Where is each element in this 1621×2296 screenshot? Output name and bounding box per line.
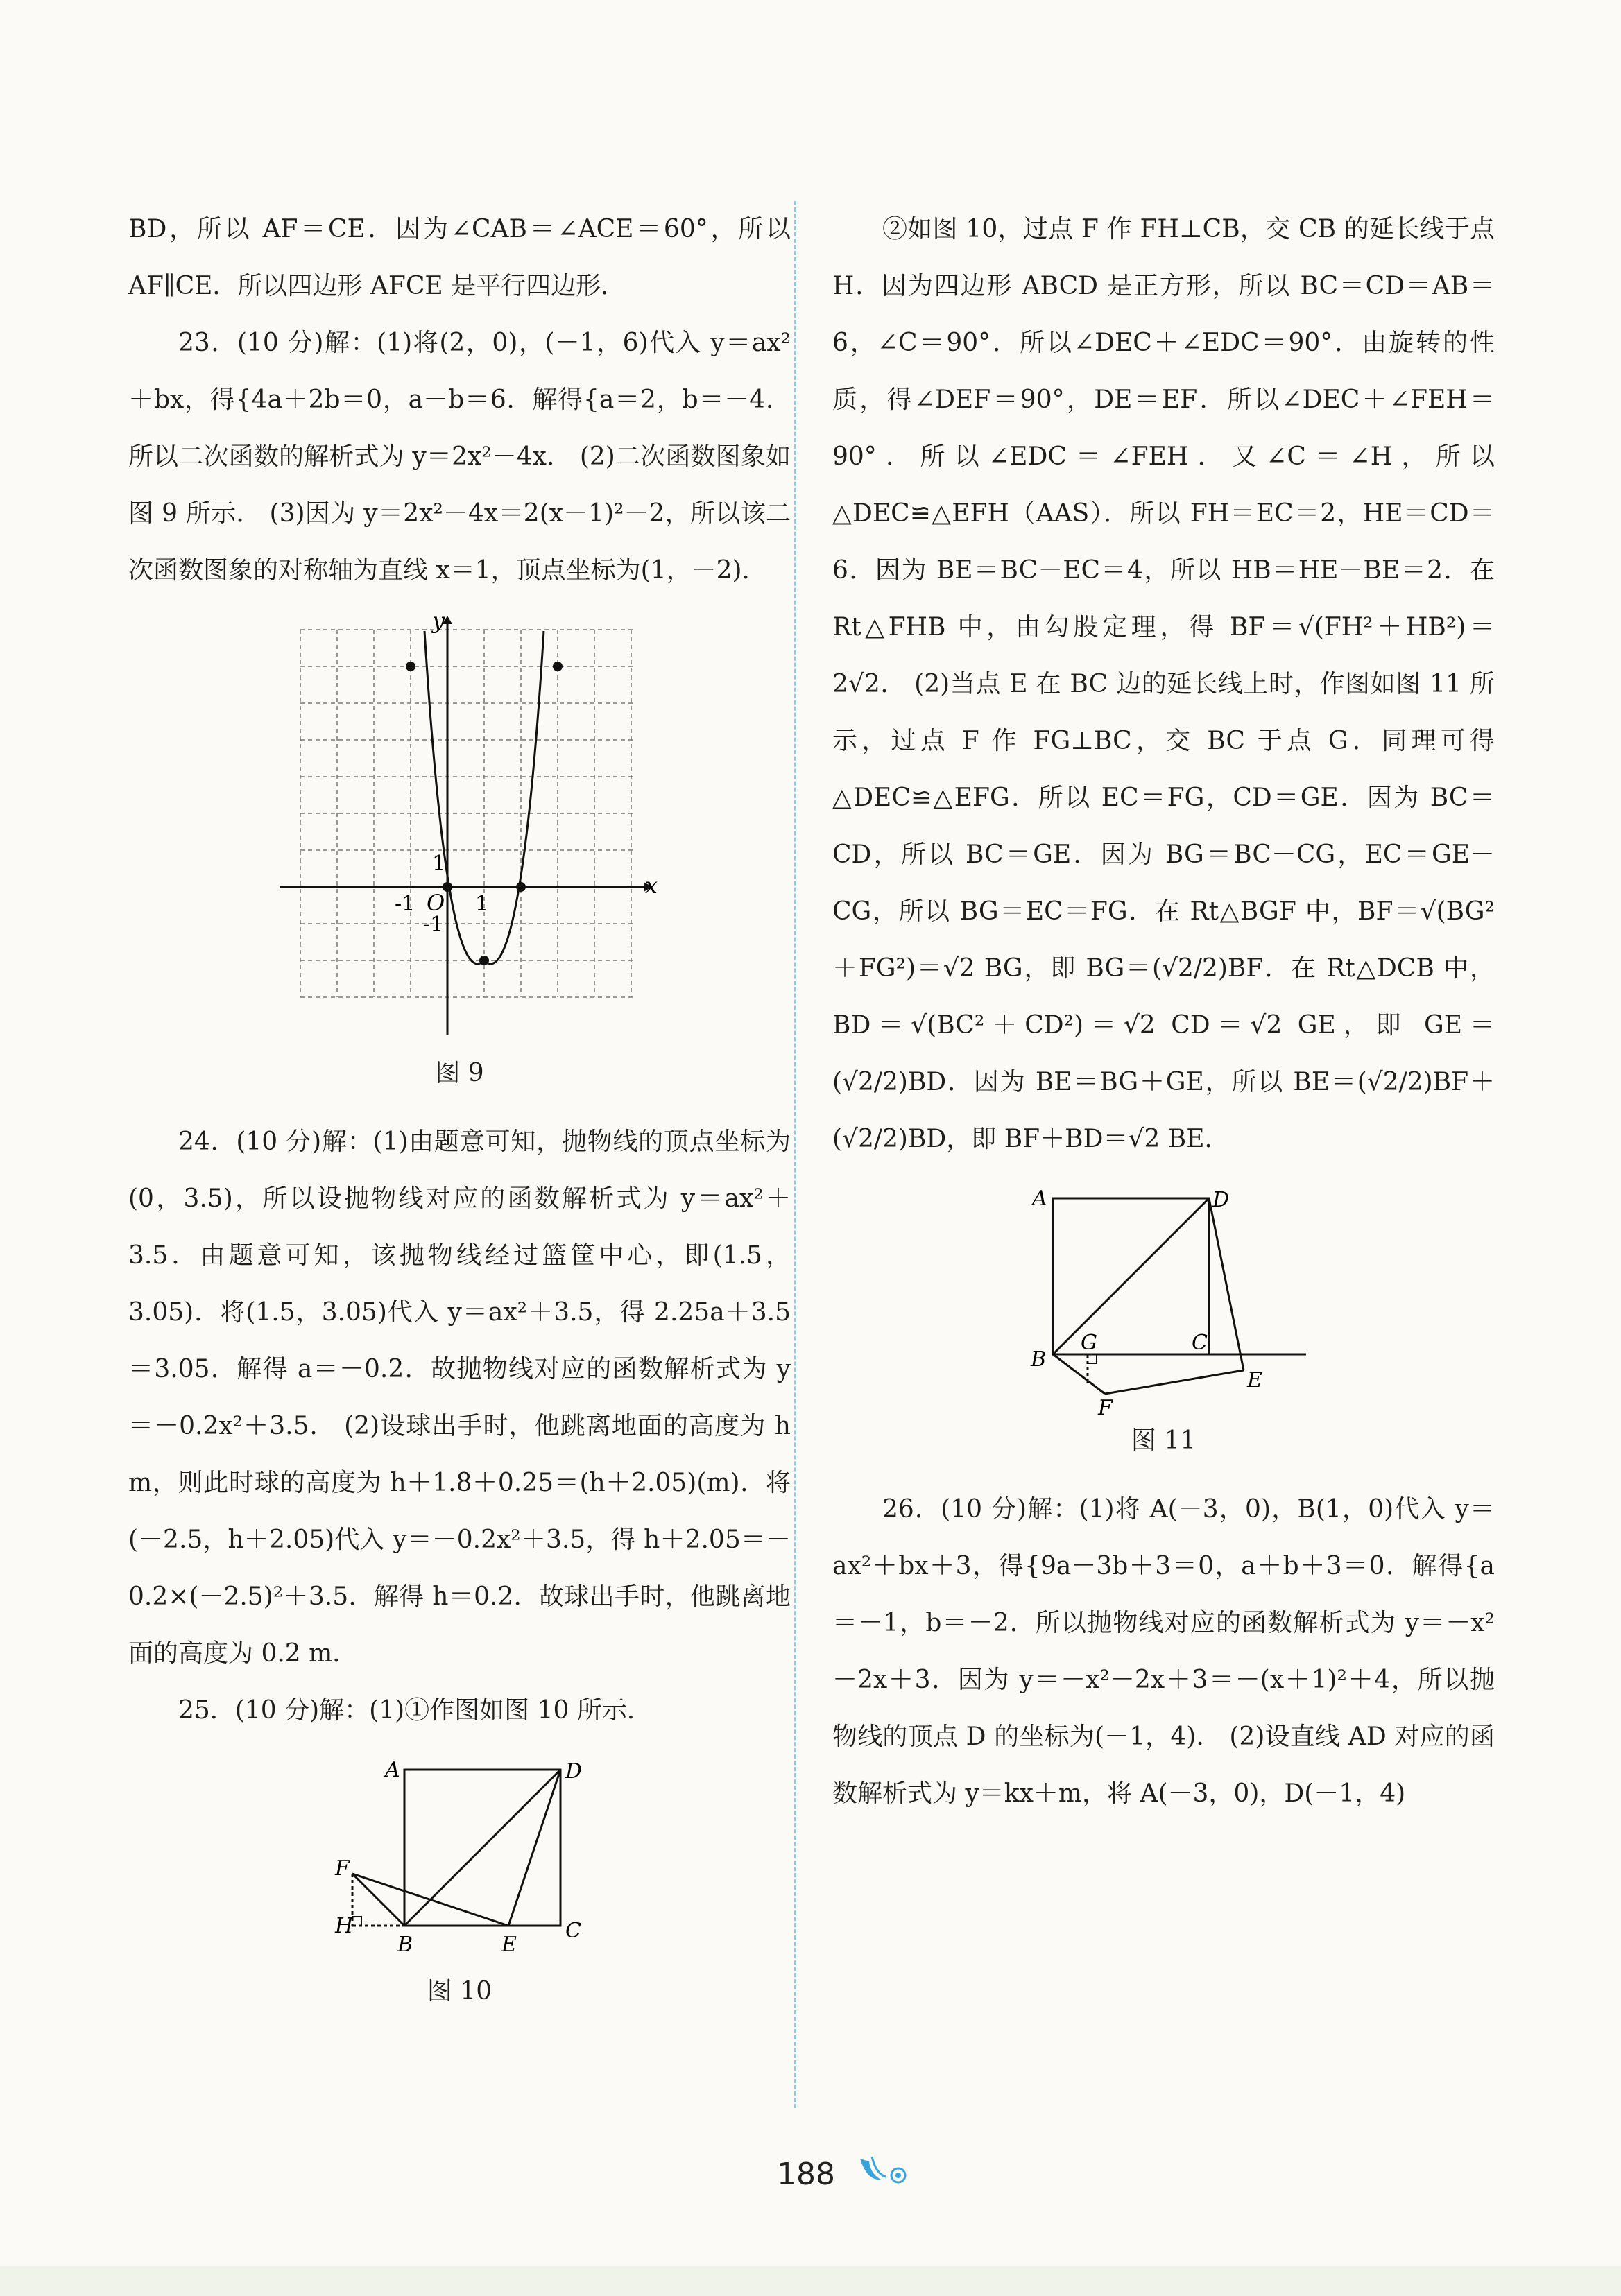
right-column	[832, 201, 1495, 1822]
figure-11	[832, 1184, 1495, 1462]
right-angle-h	[352, 1917, 361, 1926]
label-h: H	[334, 1914, 353, 1938]
segment-de	[1209, 1198, 1244, 1370]
label-c: C	[565, 1919, 581, 1943]
label-e: E	[1246, 1368, 1262, 1392]
x-axis-label: x	[644, 872, 658, 899]
label-g: G	[1080, 1331, 1097, 1355]
label-b: B	[1030, 1347, 1046, 1372]
segment-fe	[352, 1874, 508, 1926]
problem-23-solution: 23．(10 分)解：(1)将(2，0)，(－1，6)代入 y＝ax²＋bx，得{4a＋2b＝0，a－b＝6．解得{a＝2，b＝－4．所以二次函数的解析式为 y＝2x²－4x． (2)二次函数图象如图 9 所示． (3)因为 y＝2x²－4x＝2(x－1)²－2，所以该二次函数图象的对称轴为直线 x＝1，顶点坐标为(1，－2)．	[128, 329, 791, 585]
left-column	[128, 201, 791, 2032]
problem-26-solution: 26．(10 分)解：(1)将 A(－3，0)，B(1，0)代入 y＝ax²＋bx＋3，得{9a－3b＋3＝0，a＋b＋3＝0．解得{a＝－1，b＝－2．所以抛物线对应的函数解析式为 y＝－x²－2x＋3．因为 y＝－x²－2x＋3＝－(x＋1)²＋4，所以抛物线的顶点 D 的坐标为(－1，4)． (2)设直线 AD 对应的函数解析式为 y＝kx＋m，将 A(－3，0)，D(－1，4)	[832, 1495, 1495, 1808]
bottom-band	[0, 2266, 1621, 2296]
point-2-0	[516, 882, 526, 892]
figure-11-caption: 图 11	[1131, 1426, 1197, 1455]
vertex-point	[479, 956, 489, 965]
label-b: B	[397, 1933, 413, 1957]
figure-9	[128, 607, 791, 1094]
figure-10	[128, 1756, 791, 2012]
figure-9-caption: 图 9	[435, 1059, 484, 1087]
problem-25-intro: 25．(10 分)解：(1)①作图如图 10 所示．	[178, 1696, 652, 1725]
grid	[300, 630, 633, 997]
y-tick-neg1: -1	[422, 913, 443, 937]
segment-fe	[1105, 1370, 1244, 1394]
left-paragraph-1: BD，所以 AF＝CE．因为∠CAB＝∠ACE＝60°，所以 AF∥CE．所以四边形 AFCE 是平行四边形．	[128, 215, 791, 300]
label-c: C	[1191, 1331, 1208, 1355]
diagonal-bd	[404, 1770, 560, 1926]
x-tick-1: 1	[474, 892, 488, 916]
segment-de	[508, 1770, 560, 1926]
square-diagram-10	[335, 1756, 585, 1964]
point-3-6	[553, 662, 563, 671]
label-d: D	[1212, 1188, 1229, 1212]
column-divider	[794, 201, 796, 2108]
problem-25-continued: ②如图 10，过点 F 作 FH⊥CB，交 CB 的延长线于点 H．因为四边形 ABCD 是正方形，所以 BC＝CD＝AB＝6，∠C＝90°．所以∠DEC＋∠EDC＝90°．由旋转的性质，得∠DEF＝90°，DE＝EF．所以∠DEC＋∠FEH＝90°．所以∠EDC＝∠FEH．又∠C＝∠H，所以△DEC≌△EFH（AAS）．所以 FH＝EC＝2，HE＝CD＝6．因为 BE＝BC－EC＝4，所以 HB＝HE－BE＝2．在Rt△FHB 中，由勾股定理，得 BF＝√(FH²＋HB²)＝2√2． (2)当点 E 在 BC 边的延长线上时，作图如图 11 所示，过点 F 作 FG⊥BC，交 BC 于点 G．同理可得△DEC≌△EFG．所以 EC＝FG，CD＝GE．因为 BC＝CD，所以 BC＝GE．因为 BG＝BC－CG，EC＝GE－CG，所以 BG＝EC＝FG．在 Rt△BGF 中，BF＝√(BG²＋FG²)＝√2 BG，即 BG＝(√2/2)BF．在 Rt△DCB 中，BD＝√(BC²＋CD²)＝√2 CD＝√2 GE，即 GE＝(√2/2)BD．因为 BE＝BG＋GE，所以 BE＝(√2/2)BF＋(√2/2)BD，即 BF＋BD＝√2 BE．	[832, 215, 1495, 1153]
x-tick-neg1: -1	[394, 892, 415, 916]
origin-label: O	[426, 890, 445, 916]
y-tick-1: 1	[431, 852, 445, 876]
figure-10-caption: 图 10	[427, 1977, 492, 2005]
diagonal-bd	[1053, 1198, 1209, 1354]
label-d: D	[565, 1759, 582, 1784]
y-axis-label: y	[431, 607, 445, 634]
label-e: E	[501, 1933, 517, 1957]
right-angle-g	[1088, 1354, 1097, 1363]
label-f: F	[1097, 1396, 1113, 1420]
label-f: F	[334, 1856, 350, 1881]
square-diagram-11	[1018, 1184, 1310, 1420]
decorative-swirl-icon	[857, 2153, 912, 2188]
label-a: A	[384, 1758, 400, 1782]
page-number: 188	[777, 2157, 835, 2192]
problem-24-solution: 24．(10 分)解：(1)由题意可知，抛物线的顶点坐标为(0，3.5)，所以设抛物线对应的函数解析式为 y＝ax²＋3.5．由题意可知，该抛物线经过篮筐中心，即(1.5，3.05)．将(1.5，3.05)代入 y＝ax²＋3.5，得 2.25a＋3.5＝3.05．解得 a＝－0.2．故抛物线对应的函数解析式为 y＝－0.2x²＋3.5． (2)设球出手时，他跳离地面的高度为 h m，则此时球的高度为 h＋1.8＋0.25＝(h＋2.05)(m)．将(－2.5，h＋2.05)代入 y＝－0.2x²＋3.5，得 h＋2.05＝－0.2×(－2.5)²＋3.5．解得 h＝0.2．故球出手时，他跳离地面的高度为 0.2 m．	[128, 1128, 791, 1668]
point-neg1-6	[406, 662, 415, 671]
parabola-graph	[266, 607, 658, 1046]
label-a: A	[1031, 1186, 1047, 1211]
